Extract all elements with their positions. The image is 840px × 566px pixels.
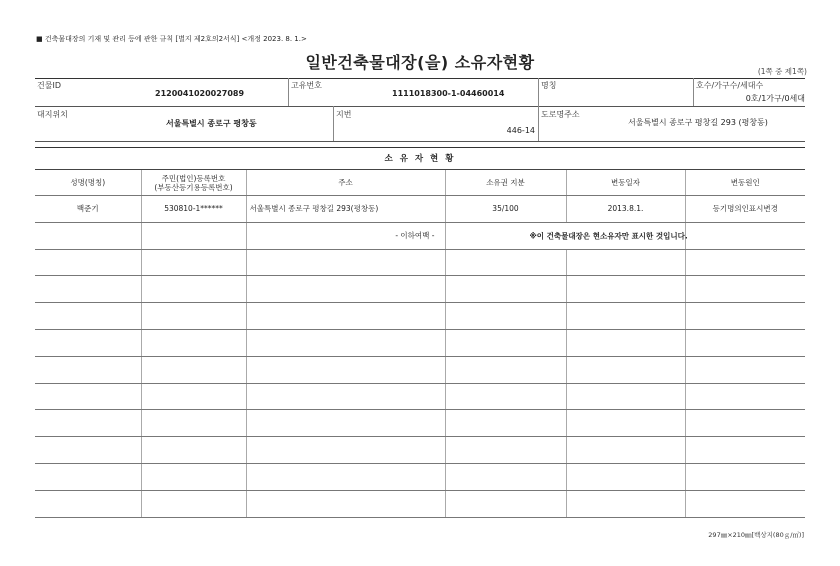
table-row xyxy=(35,410,805,437)
col-header-change-date: 변동일자 xyxy=(566,170,685,196)
empty-cell xyxy=(445,383,566,410)
empty-cell xyxy=(445,329,566,356)
building-id-label: 건물ID xyxy=(37,81,61,90)
owners-table xyxy=(35,169,805,518)
empty-cell xyxy=(445,356,566,383)
table-row xyxy=(35,463,805,490)
empty-cell xyxy=(35,222,141,249)
empty-cell xyxy=(685,303,805,330)
page-title: 일반건축물대장(을) 소유자현황 xyxy=(305,53,535,72)
table-row xyxy=(35,356,805,383)
owner-address: 서울특별시 종로구 평창길 293(평창동) xyxy=(246,196,445,223)
empty-cell xyxy=(246,437,445,464)
owner-change-reason: 등기명의인표시변경 xyxy=(685,196,805,223)
building-name-label: 명칭 xyxy=(541,81,557,90)
empty-cell xyxy=(445,410,566,437)
lot-value: 446-14 xyxy=(506,126,535,135)
owners-header-row xyxy=(35,170,805,196)
table-row xyxy=(35,383,805,410)
empty-cell xyxy=(566,463,685,490)
empty-cell xyxy=(35,249,141,276)
owners-section-title: 소 유 자 현 황 xyxy=(384,154,456,164)
empty-cell xyxy=(246,463,445,490)
col-header-share: 소유권 지분 xyxy=(445,170,566,196)
table-row xyxy=(35,276,805,303)
page-count: (1쪽 중 제1쪽) xyxy=(757,67,807,76)
empty-cell xyxy=(566,437,685,464)
section-divider xyxy=(35,147,805,148)
info-vdivider xyxy=(288,78,289,106)
info-bottom-border xyxy=(35,141,805,142)
empty-cell xyxy=(141,463,246,490)
empty-cell xyxy=(246,490,445,517)
empty-cell xyxy=(246,356,445,383)
building-id-value: 2120041020027089 xyxy=(155,89,245,98)
owner-share: 35/100 xyxy=(445,196,566,223)
empty-cell xyxy=(246,410,445,437)
empty-cell xyxy=(685,249,805,276)
empty-cell xyxy=(141,383,246,410)
table-row xyxy=(35,303,805,330)
empty-cell xyxy=(445,490,566,517)
col-header-reg-no: 주민(법인)등록번호 (부동산등기용등록번호) xyxy=(141,170,246,196)
empty-cell xyxy=(35,276,141,303)
empty-cell xyxy=(141,303,246,330)
empty-cell xyxy=(35,383,141,410)
empty-cell xyxy=(566,276,685,303)
empty-cell xyxy=(141,490,246,517)
empty-cell xyxy=(141,276,246,303)
empty-cell xyxy=(685,437,805,464)
units-value: 0호/1가구/0세대 xyxy=(745,94,805,103)
info-vdivider xyxy=(538,78,539,141)
empty-cell xyxy=(445,463,566,490)
table-row xyxy=(35,222,805,249)
empty-cell xyxy=(246,276,445,303)
empty-cell xyxy=(685,383,805,410)
empty-cell xyxy=(141,222,246,249)
empty-cell xyxy=(445,437,566,464)
road-address-label: 도로명주소 xyxy=(541,110,580,119)
empty-cell xyxy=(685,222,805,249)
table-row xyxy=(35,437,805,464)
unique-no-label: 고유번호 xyxy=(291,81,322,90)
note-cell xyxy=(445,222,688,249)
col-header-address: 주소 xyxy=(246,170,445,196)
empty-cell xyxy=(566,249,685,276)
empty-cell xyxy=(35,356,141,383)
site-location-value: 서울특별시 종로구 평창동 xyxy=(166,119,257,128)
lot-label: 지번 xyxy=(336,110,352,119)
empty-cell xyxy=(685,329,805,356)
empty-cell xyxy=(246,249,445,276)
table-row xyxy=(35,196,805,223)
empty-cell xyxy=(445,276,566,303)
empty-cell xyxy=(566,303,685,330)
owner-reg-no: 530810-1****** xyxy=(141,196,246,223)
table-row xyxy=(35,490,805,517)
empty-cell xyxy=(685,490,805,517)
empty-cell xyxy=(141,329,246,356)
info-vdivider xyxy=(693,78,694,106)
regulation-note: ■ 건축물대장의 기재 및 관리 등에 관한 규칙 [별지 제2호의2서식] <개정 2023. 8. 1.> xyxy=(36,35,307,43)
col-header-name: 성명(명칭) xyxy=(35,170,141,196)
empty-cell xyxy=(445,303,566,330)
col-header-change-reason: 변동원인 xyxy=(685,170,805,196)
empty-cell xyxy=(246,329,445,356)
empty-cell xyxy=(35,303,141,330)
info-top-border xyxy=(35,78,805,79)
empty-cell xyxy=(35,410,141,437)
empty-cell xyxy=(35,463,141,490)
empty-cell xyxy=(445,249,566,276)
table-row xyxy=(35,249,805,276)
empty-cell xyxy=(246,303,445,330)
info-vdivider xyxy=(333,106,334,141)
owner-change-date: 2013.8.1. xyxy=(566,196,685,223)
current-owner-note: ※이 건축물대장은 현소유자만 표시한 것입니다. xyxy=(529,231,688,241)
empty-cell xyxy=(685,276,805,303)
table-row xyxy=(35,329,805,356)
empty-cell xyxy=(35,490,141,517)
empty-cell xyxy=(566,356,685,383)
remainder-blank: - 이하여백 - xyxy=(246,222,445,249)
empty-cell xyxy=(566,410,685,437)
empty-cell xyxy=(566,329,685,356)
info-row-divider xyxy=(35,106,805,107)
empty-cell xyxy=(141,249,246,276)
empty-cell xyxy=(141,410,246,437)
site-location-label: 대지위치 xyxy=(37,110,68,119)
empty-cell xyxy=(566,383,685,410)
empty-cell xyxy=(35,329,141,356)
units-label: 호수/가구수/세대수 xyxy=(696,81,764,90)
unique-no-value: 1111018300-1-04460014 xyxy=(392,89,505,98)
empty-cell xyxy=(685,356,805,383)
empty-cell xyxy=(566,490,685,517)
paper-spec: 297㎜×210㎜[백상지(80ｇ/㎡)] xyxy=(708,531,804,539)
empty-cell xyxy=(35,437,141,464)
owner-name: 백준기 xyxy=(35,196,141,223)
road-address-value: 서울특별시 종로구 평창길 293 (평창동) xyxy=(628,118,768,127)
empty-cell xyxy=(685,463,805,490)
empty-cell xyxy=(685,410,805,437)
empty-cell xyxy=(141,437,246,464)
empty-cell xyxy=(246,383,445,410)
empty-cell xyxy=(141,356,246,383)
